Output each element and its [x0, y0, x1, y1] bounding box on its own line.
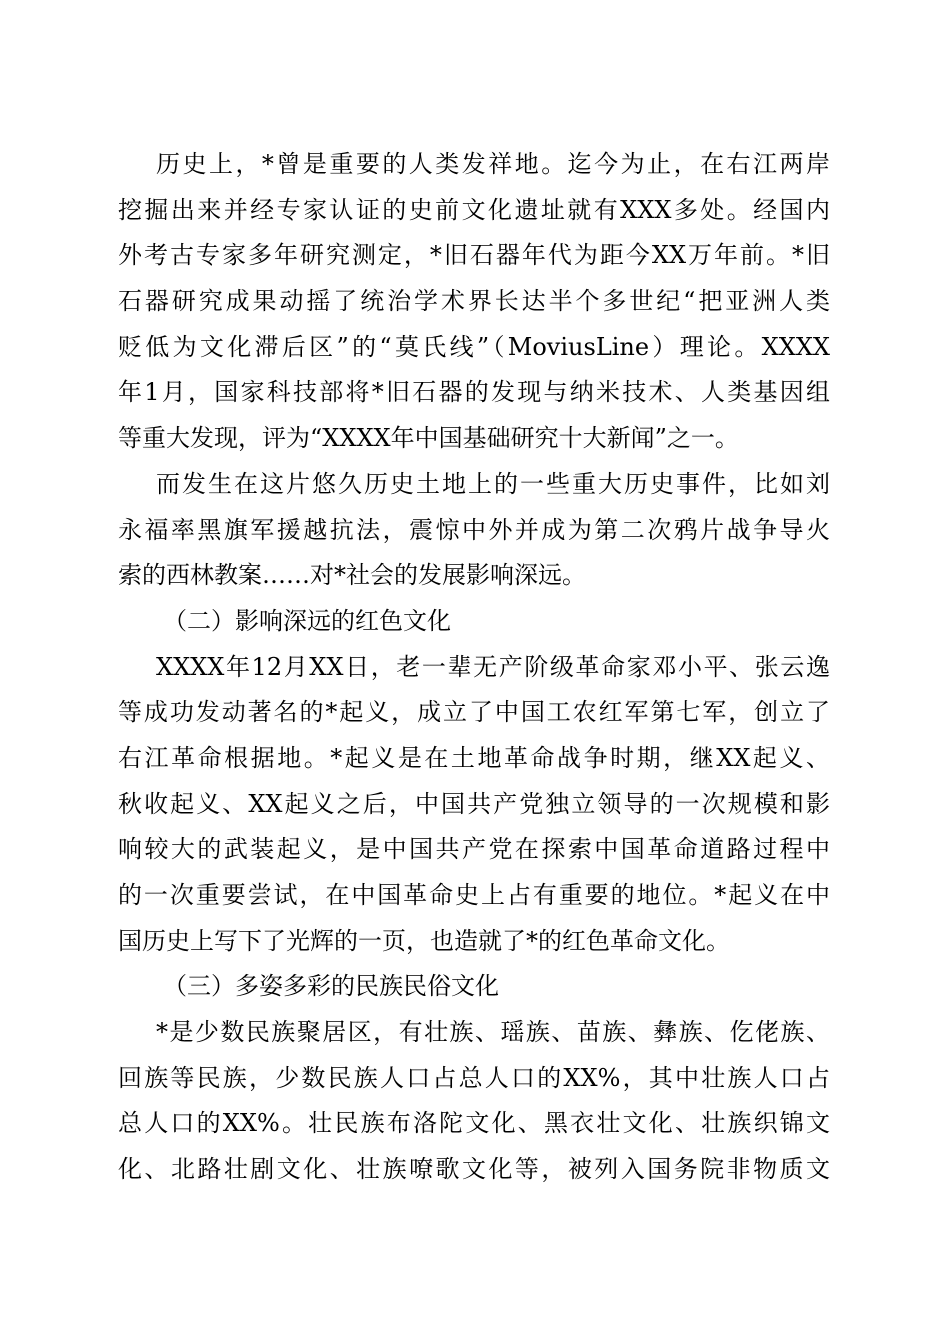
paragraph-line: 化、北路壮剧文化、壮族嘹歌文化等，被列入国务院非物质文 [118, 1155, 830, 1184]
paragraph-line: 国历史上写下了光辉的一页，也造就了*的红色革命文化。 [118, 926, 730, 955]
document-body [118, 142, 830, 1193]
paragraph-line: 贬低为文化滞后区”的“莫氏线”（MoviusLine）理论。XXXX [118, 332, 830, 361]
paragraph-line: *是少数民族聚居区，有壮族、瑶族、苗族、彝族、仡佬族、 [156, 1018, 830, 1047]
paragraph-line: 等重大发现，评为“XXXX年中国基础研究十大新闻”之一。 [118, 424, 739, 453]
paragraph-line: 索的西林教案……对*社会的发展影响深远。 [118, 561, 586, 590]
paragraph-line: 石器研究成果动摇了统治学术界长达半个多世纪“把亚洲人类 [118, 287, 830, 316]
paragraph-line: 秋收起义、XX起义之后，中国共产党独立领导的一次规模和影 [118, 789, 830, 818]
paragraph-line: 挖掘出来并经专家认证的史前文化遗址就有XXX多处。经国内 [118, 195, 830, 224]
paragraph-line: 永福率黑旗军援越抗法，震惊中外并成为第二次鸦片战争导火 [118, 515, 830, 544]
paragraph-line: 等成功发动著名的*起义，成立了中国工农红军第七军，创立了 [118, 698, 830, 727]
paragraph-line: 总人口的XX%。壮民族布洛陀文化、黑衣壮文化、壮族织锦文 [118, 1109, 830, 1138]
paragraph-line: 回族等民族，少数民族人口占总人口的XX%，其中壮族人口占 [118, 1063, 830, 1092]
paragraph-line: 而发生在这片悠久历史土地上的一些重大历史事件，比如刘 [156, 469, 830, 498]
paragraph-line: 年1月，国家科技部将*旧石器的发现与纳米技术、人类基因组 [118, 378, 830, 407]
paragraph-line: XXXX年12月XX日，老一辈无产阶级革命家邓小平、张云逸 [156, 652, 830, 681]
section-heading: （二）影响深远的红色文化 [163, 606, 451, 635]
paragraph-line: 右江革命根据地。*起义是在土地革命战争时期，继XX起义、 [118, 743, 830, 772]
paragraph-line: 历史上，*曾是重要的人类发祥地。迄今为止，在右江两岸 [156, 150, 830, 178]
section-heading: （三）多姿多彩的民族民俗文化 [163, 972, 499, 1001]
paragraph-line: 外考古专家多年研究测定，*旧石器年代为距今XX万年前。*旧 [118, 241, 830, 270]
paragraph-line: 的一次重要尝试，在中国革命史上占有重要的地位。*起义在中 [118, 881, 830, 909]
paragraph-line: 响较大的武装起义，是中国共产党在探索中国革命道路过程中 [118, 835, 830, 864]
